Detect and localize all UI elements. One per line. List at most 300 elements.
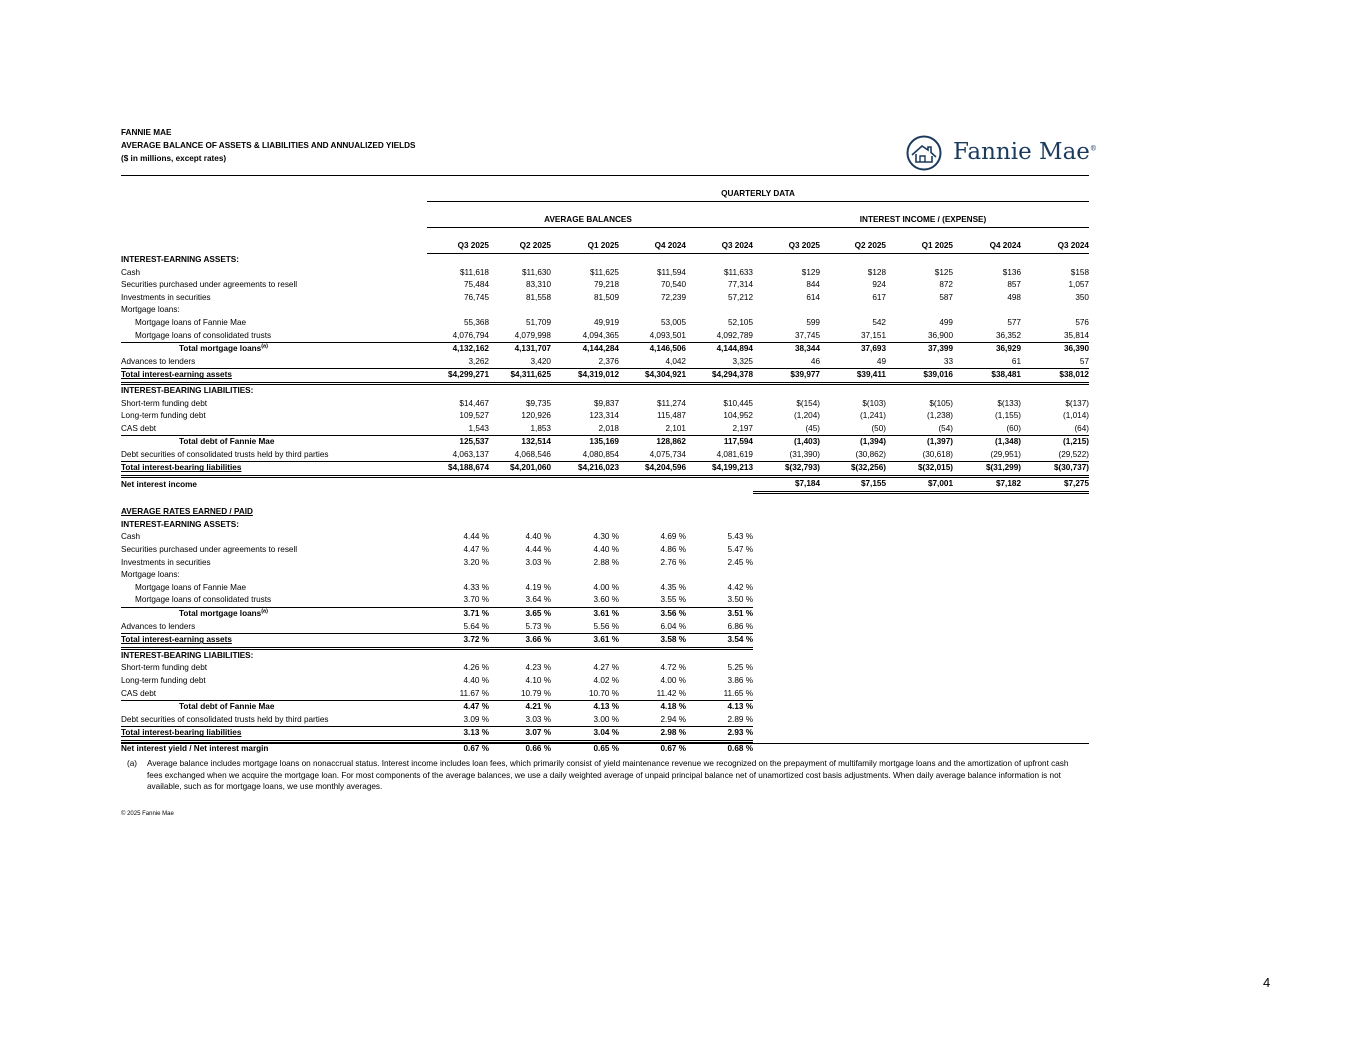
row-label-text: Advances to lenders xyxy=(121,621,196,631)
empty-cell xyxy=(820,557,886,570)
spacer xyxy=(121,492,1089,506)
value-cell: 75,484 xyxy=(463,280,489,290)
row-label-text: Mortgage loans of consolidated trusts xyxy=(135,595,272,605)
value-cell: 2.93 % xyxy=(686,727,753,742)
value-cell: $(32,256) xyxy=(820,462,886,477)
row-label-text: INTEREST-BEARING LIABILITIES: xyxy=(121,650,254,660)
empty-cell xyxy=(489,569,551,582)
empty-cell xyxy=(1021,304,1089,317)
empty-cell xyxy=(753,675,820,688)
value-cell: $4,319,012 xyxy=(551,369,619,384)
value-cell: 4,144,894 xyxy=(686,343,753,356)
table-row xyxy=(121,582,1089,595)
fannie-mae-logo xyxy=(906,135,1097,171)
value-cell: 128,862 xyxy=(619,436,686,449)
column-header: Q1 2025 xyxy=(886,240,953,253)
value-cell: 125,537 xyxy=(427,436,489,449)
row-label-text: Short-term funding debt xyxy=(121,398,208,408)
row-label xyxy=(121,423,427,436)
empty-cell xyxy=(753,594,820,607)
spacer xyxy=(121,214,427,227)
rates-title-row xyxy=(121,506,1089,519)
value-cell: $(32,793) xyxy=(753,462,820,477)
value-cell: 599 xyxy=(806,317,820,327)
value-cell: 3.03 % xyxy=(525,557,551,567)
row-label xyxy=(121,410,427,423)
empty-cell xyxy=(1021,727,1089,742)
value-cell: $11,618 xyxy=(460,267,489,277)
value-cell: $7,155 xyxy=(820,477,886,493)
empty-cell xyxy=(551,253,619,266)
value-cell: 4,075,734 xyxy=(649,449,686,459)
quarterly-data-header xyxy=(121,188,1089,201)
value-cell: 4.21 % xyxy=(489,701,551,714)
value-cell: 1,543 xyxy=(468,423,489,433)
value-cell: 4.47 % xyxy=(463,545,489,555)
value-cell: 617 xyxy=(872,292,886,302)
empty-cell xyxy=(753,531,820,544)
empty-cell xyxy=(953,582,1021,595)
empty-cell xyxy=(753,688,820,701)
value-cell: 4,081,619 xyxy=(716,449,753,459)
empty-cell xyxy=(820,582,886,595)
row-label xyxy=(121,714,427,727)
value-cell: 499 xyxy=(939,317,953,327)
value-cell: $4,199,213 xyxy=(686,462,753,477)
empty-cell xyxy=(953,727,1021,742)
empty-cell xyxy=(886,594,953,607)
table-row xyxy=(121,714,1089,727)
column-header: Q2 2025 xyxy=(820,240,886,253)
empty-cell xyxy=(886,569,953,582)
row-label xyxy=(121,621,427,634)
value-cell: $38,481 xyxy=(953,369,1021,384)
empty-cell xyxy=(953,557,1021,570)
column-header: Q3 2025 xyxy=(753,240,820,253)
value-cell: $11,630 xyxy=(522,267,551,277)
value-cell: 4,132,162 xyxy=(427,343,489,356)
empty-cell xyxy=(753,608,820,621)
empty-cell xyxy=(886,688,953,701)
row-label-text: INTEREST-EARNING ASSETS: xyxy=(121,254,239,264)
table-row xyxy=(121,304,1089,317)
table-row xyxy=(121,531,1089,544)
column-headers xyxy=(121,240,1089,253)
row-label-text: Debt securities of consolidated trusts held by third parties xyxy=(121,714,329,724)
empty-cell xyxy=(489,506,551,519)
row-label-text: Mortgage loans: xyxy=(121,570,180,580)
row-label xyxy=(121,292,427,305)
value-cell: 117,594 xyxy=(686,436,753,449)
value-cell xyxy=(551,477,619,493)
table-row xyxy=(121,449,1089,462)
column-header: Q3 2025 xyxy=(427,240,489,253)
value-cell: 350 xyxy=(1075,292,1089,302)
row-label xyxy=(121,449,427,462)
interest-income-label: INTEREST INCOME / (EXPENSE) xyxy=(753,214,1089,227)
empty-cell xyxy=(886,621,953,634)
value-cell: 2.94 % xyxy=(660,714,686,724)
value-cell: 4,042 xyxy=(665,356,686,366)
value-cell: 2.45 % xyxy=(727,557,753,567)
value-cell: 0.67 % xyxy=(660,743,686,753)
row-label xyxy=(121,557,427,570)
spacer-row xyxy=(121,227,1089,240)
value-cell: 857 xyxy=(1007,280,1021,290)
empty-cell xyxy=(1021,608,1089,621)
row-label-text: Total interest-earning assets xyxy=(121,635,232,645)
table-row xyxy=(121,621,1089,634)
row-label-text: Long-term funding debt xyxy=(121,675,206,685)
table-row xyxy=(121,292,1089,305)
row-label xyxy=(121,343,427,356)
value-cell: $39,016 xyxy=(886,369,953,384)
value-cell xyxy=(489,477,551,493)
table-row xyxy=(121,688,1089,701)
value-cell: 4,076,794 xyxy=(452,330,489,340)
empty-cell xyxy=(427,506,489,519)
value-cell: 104,952 xyxy=(723,411,753,421)
value-cell: 4.26 % xyxy=(463,663,489,673)
footnote-text: Average balance includes mortgage loans on nonaccrual status. Interest income includes loan fees, which primarily consist of yield maintenance revenue we recognized on the prepayment of multifamily mortgage loans and the amortization of upfront cash fees exchanged when we acquire the mortgage loan. For most components of the average balances, we use a daily weighted average of unpaid principal balance net of unamortized cost basis adjustments. When daily average balance information is not available, such as for mortgage loans, we use monthly averages. xyxy=(147,759,1069,791)
value-cell: 3.09 % xyxy=(463,714,489,724)
value-cell: 49,919 xyxy=(593,317,619,327)
empty-cell xyxy=(820,648,886,662)
value-cell: (1,215) xyxy=(1021,436,1089,449)
value-cell: (60) xyxy=(1006,423,1021,433)
value-cell: 33 xyxy=(943,356,953,366)
row-label-text: Total mortgage loans xyxy=(179,344,262,354)
value-cell: $4,304,921 xyxy=(619,369,686,384)
empty-cell xyxy=(953,714,1021,727)
row-label-text: Cash xyxy=(121,267,141,277)
value-cell: (1,155) xyxy=(995,411,1021,421)
empty-cell xyxy=(820,383,886,397)
empty-cell xyxy=(886,714,953,727)
value-cell: 3.55 % xyxy=(660,595,686,605)
empty-cell xyxy=(820,304,886,317)
table-row xyxy=(121,356,1089,369)
value-cell: 4.72 % xyxy=(660,663,686,673)
empty-cell xyxy=(1021,621,1089,634)
value-cell: 4,092,789 xyxy=(716,330,753,340)
value-cell: 3.51 % xyxy=(686,608,753,621)
empty-cell xyxy=(1021,531,1089,544)
value-cell: 3.04 % xyxy=(551,727,619,742)
empty-cell xyxy=(886,253,953,266)
value-cell: 6.86 % xyxy=(727,621,753,631)
value-cell: 0.68 % xyxy=(727,743,753,753)
empty-cell xyxy=(551,383,619,397)
empty-cell xyxy=(820,727,886,742)
empty-cell xyxy=(1021,634,1089,649)
row-label-text: Total interest-bearing liabilities xyxy=(121,463,242,473)
empty-cell xyxy=(820,519,886,532)
value-cell: $14,467 xyxy=(459,398,489,408)
row-label-text: Net interest yield / Net interest margin xyxy=(121,743,269,753)
value-cell: 5.64 % xyxy=(463,621,489,631)
value-cell: 5.47 % xyxy=(727,545,753,555)
rates-section-title: AVERAGE RATES EARNED / PAID xyxy=(121,507,253,517)
table-row xyxy=(121,436,1089,449)
footnote xyxy=(127,758,1077,793)
value-cell: 37,745 xyxy=(794,330,820,340)
value-cell: 109,527 xyxy=(459,411,489,421)
value-cell: 57 xyxy=(1079,356,1089,366)
value-cell: 498 xyxy=(1007,292,1021,302)
empty-cell xyxy=(551,569,619,582)
value-cell: 57,212 xyxy=(727,292,753,302)
row-label xyxy=(121,477,427,493)
value-cell: $38,012 xyxy=(1021,369,1089,384)
row-label xyxy=(121,569,427,582)
average-balances-label: AVERAGE BALANCES xyxy=(427,214,753,227)
value-cell: 4.10 % xyxy=(525,675,551,685)
empty-cell xyxy=(953,383,1021,397)
value-cell: 3.66 % xyxy=(489,634,551,649)
value-cell: 3.56 % xyxy=(619,608,686,621)
value-cell: $(105) xyxy=(929,398,953,408)
row-label xyxy=(121,304,427,317)
empty-cell xyxy=(753,648,820,662)
spacer xyxy=(121,201,1089,214)
empty-cell xyxy=(886,675,953,688)
value-cell: 55,368 xyxy=(463,317,489,327)
row-label-text: Mortgage loans of Fannie Mae xyxy=(135,317,247,327)
value-cell: 4.44 % xyxy=(463,532,489,542)
row-label xyxy=(121,594,427,607)
empty-cell xyxy=(753,621,820,634)
value-cell: 61 xyxy=(1011,356,1021,366)
value-cell: 576 xyxy=(1075,317,1089,327)
value-cell: (64) xyxy=(1074,423,1089,433)
value-cell: 4,146,506 xyxy=(619,343,686,356)
empty-cell xyxy=(1021,544,1089,557)
row-label-text: INTEREST-EARNING ASSETS: xyxy=(121,519,239,529)
company-name: FANNIE MAE xyxy=(121,128,172,137)
footnote-ref: (a) xyxy=(261,608,268,615)
spacer xyxy=(121,240,427,253)
value-cell: (1,394) xyxy=(820,436,886,449)
value-cell: 123,314 xyxy=(589,411,619,421)
value-cell: $(154) xyxy=(796,398,820,408)
value-cell: $4,204,596 xyxy=(619,462,686,477)
value-cell: 2.88 % xyxy=(593,557,619,567)
value-cell: $4,299,271 xyxy=(427,369,489,384)
empty-cell xyxy=(886,506,953,519)
value-cell: 132,514 xyxy=(489,436,551,449)
row-label xyxy=(121,279,427,292)
empty-cell xyxy=(551,519,619,532)
value-cell: 2,101 xyxy=(665,423,686,433)
value-cell: $39,411 xyxy=(820,369,886,384)
bottom-divider xyxy=(121,743,1089,744)
row-label xyxy=(121,675,427,688)
empty-cell xyxy=(619,519,686,532)
value-cell: $9,837 xyxy=(593,398,619,408)
value-cell: 587 xyxy=(939,292,953,302)
value-cell: 4.33 % xyxy=(463,582,489,592)
empty-cell xyxy=(427,648,489,662)
empty-cell xyxy=(753,544,820,557)
value-cell: $7,182 xyxy=(953,477,1021,493)
table-row xyxy=(121,648,1089,662)
empty-cell xyxy=(619,304,686,317)
value-cell: (1,403) xyxy=(753,436,820,449)
row-label xyxy=(121,688,427,701)
value-cell: (54) xyxy=(938,423,953,433)
value-cell: (1,241) xyxy=(860,411,886,421)
table-row xyxy=(121,519,1089,532)
value-cell: 4,094,365 xyxy=(582,330,619,340)
value-cell: 4.40 % xyxy=(593,545,619,555)
empty-cell xyxy=(686,569,753,582)
value-cell: 3.07 % xyxy=(489,727,551,742)
value-cell: 4.00 % xyxy=(593,582,619,592)
value-cell: 4.44 % xyxy=(525,545,551,555)
value-cell: $125 xyxy=(934,267,953,277)
value-cell: 35,814 xyxy=(1063,330,1089,340)
value-cell: (50) xyxy=(871,423,886,433)
empty-cell xyxy=(686,383,753,397)
yields-table xyxy=(121,188,1089,756)
empty-cell xyxy=(953,688,1021,701)
table-row xyxy=(121,662,1089,675)
copyright: © 2025 Fannie Mae xyxy=(121,811,174,817)
empty-cell xyxy=(820,701,886,714)
empty-cell xyxy=(886,662,953,675)
table-row xyxy=(121,330,1089,343)
row-label-text: Securities purchased under agreements to resell xyxy=(121,280,298,290)
empty-cell xyxy=(619,253,686,266)
value-cell: 3.64 % xyxy=(525,595,551,605)
value-cell: $(31,299) xyxy=(953,462,1021,477)
empty-cell xyxy=(820,688,886,701)
table-row xyxy=(121,569,1089,582)
empty-cell xyxy=(820,506,886,519)
value-cell: 0.65 % xyxy=(593,743,619,753)
row-label-text: Total mortgage loans xyxy=(179,609,262,618)
value-cell: 46 xyxy=(810,356,820,366)
value-cell xyxy=(427,477,489,493)
table-row xyxy=(121,253,1089,266)
empty-cell xyxy=(886,634,953,649)
value-cell: 3.13 % xyxy=(427,727,489,742)
row-label xyxy=(121,544,427,557)
value-cell: 3.61 % xyxy=(551,634,619,649)
empty-cell xyxy=(1021,714,1089,727)
house-logo-icon xyxy=(906,135,942,171)
value-cell: 614 xyxy=(806,292,820,302)
value-cell: 2,376 xyxy=(598,356,619,366)
value-cell: $7,184 xyxy=(753,477,820,493)
value-cell: $4,294,378 xyxy=(686,369,753,384)
empty-cell xyxy=(753,701,820,714)
empty-cell xyxy=(753,253,820,266)
value-cell: (1,348) xyxy=(953,436,1021,449)
row-label-text: Mortgage loans: xyxy=(121,305,180,315)
value-cell: $4,188,674 xyxy=(427,462,489,477)
quarterly-data-label: QUARTERLY DATA xyxy=(427,188,1089,201)
value-cell: (1,014) xyxy=(1063,411,1089,421)
value-cell: 2,197 xyxy=(732,423,753,433)
value-cell: (29,951) xyxy=(990,449,1021,459)
value-cell: 3.65 % xyxy=(489,608,551,621)
value-cell: 37,693 xyxy=(820,343,886,356)
table-row xyxy=(121,608,1089,621)
empty-cell xyxy=(820,634,886,649)
empty-cell xyxy=(686,648,753,662)
value-cell: 4.27 % xyxy=(593,663,619,673)
value-cell: 77,314 xyxy=(727,280,753,290)
value-cell: 577 xyxy=(1007,317,1021,327)
row-label-text: Advances to lenders xyxy=(121,356,196,366)
value-cell: $(133) xyxy=(997,398,1021,408)
value-cell: 4.47 % xyxy=(427,701,489,714)
empty-cell xyxy=(753,304,820,317)
empty-cell xyxy=(753,506,820,519)
empty-cell xyxy=(1021,253,1089,266)
table-row xyxy=(121,701,1089,714)
empty-cell xyxy=(427,304,489,317)
table-row xyxy=(121,594,1089,607)
row-label-text: Debt securities of consolidated trusts held by third parties xyxy=(121,449,329,459)
empty-cell xyxy=(1021,383,1089,397)
empty-cell xyxy=(820,662,886,675)
empty-cell xyxy=(886,544,953,557)
value-cell: 4,068,546 xyxy=(514,449,551,459)
empty-cell xyxy=(953,648,1021,662)
value-cell: 38,344 xyxy=(753,343,820,356)
empty-cell xyxy=(820,544,886,557)
logo-text: Fannie Mae® xyxy=(953,139,1097,165)
value-cell: 11.65 % xyxy=(723,688,753,698)
value-cell: 72,239 xyxy=(660,292,686,302)
empty-cell xyxy=(1021,582,1089,595)
empty-cell xyxy=(753,727,820,742)
value-cell: 5.25 % xyxy=(727,663,753,673)
value-cell: 52,105 xyxy=(727,317,753,327)
empty-cell xyxy=(619,506,686,519)
row-label xyxy=(121,582,427,595)
empty-cell xyxy=(619,569,686,582)
value-cell: 924 xyxy=(872,280,886,290)
value-cell: 3,420 xyxy=(530,356,551,366)
empty-cell xyxy=(953,569,1021,582)
empty-cell xyxy=(886,304,953,317)
row-label xyxy=(121,398,427,411)
value-cell: 36,929 xyxy=(953,343,1021,356)
value-cell: 3.86 % xyxy=(727,675,753,685)
table-row xyxy=(121,317,1089,330)
row-label-text: INTEREST-BEARING LIABILITIES: xyxy=(121,385,254,395)
empty-cell xyxy=(820,531,886,544)
table-row xyxy=(121,410,1089,423)
value-cell: 11.42 % xyxy=(656,688,686,698)
empty-cell xyxy=(753,582,820,595)
value-cell: 3,325 xyxy=(732,356,753,366)
row-label xyxy=(121,253,427,266)
footnote-marker: (a) xyxy=(127,759,138,768)
value-cell: 11.67 % xyxy=(459,688,489,698)
value-cell: 3.00 % xyxy=(593,714,619,724)
column-header: Q2 2025 xyxy=(489,240,551,253)
table-row xyxy=(121,383,1089,397)
row-label-text: Cash xyxy=(121,532,141,542)
value-cell: (31,390) xyxy=(789,449,820,459)
value-cell xyxy=(686,477,753,493)
empty-cell xyxy=(953,608,1021,621)
